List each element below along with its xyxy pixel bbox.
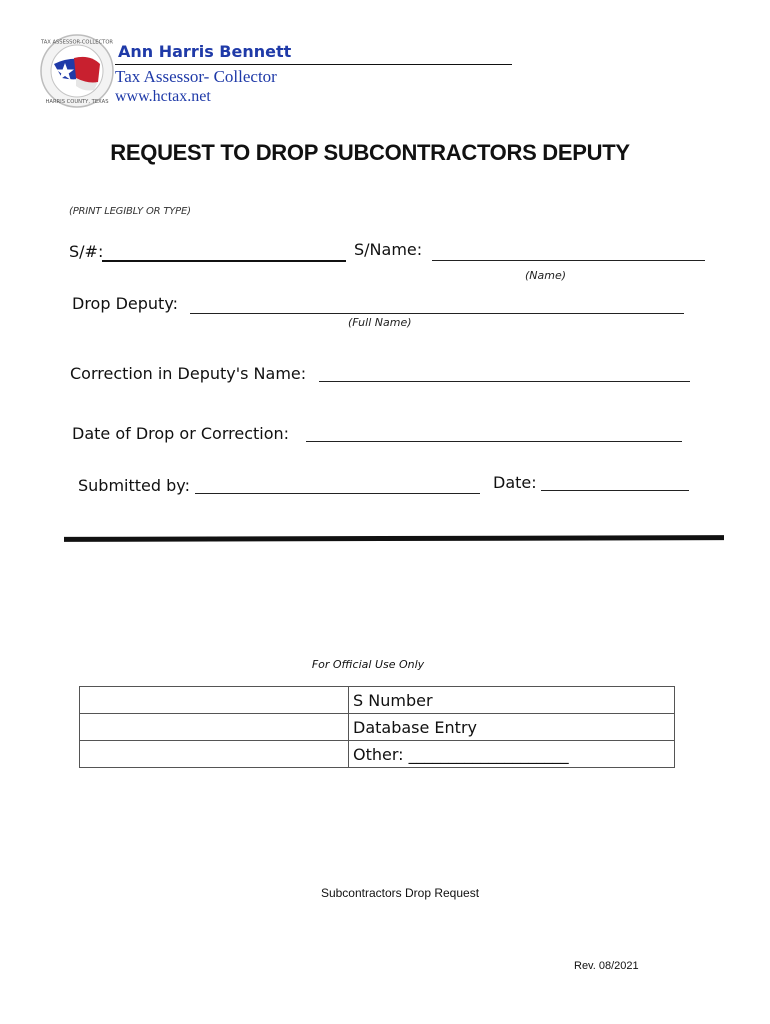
official-use-caption: For Official Use Only [311, 658, 425, 671]
official-other: Other: ____________________ [349, 741, 675, 768]
official-blank-cell[interactable] [80, 714, 349, 741]
date-field[interactable] [541, 490, 689, 491]
org-url-link[interactable]: www.hctax.net [115, 88, 211, 105]
header-rule [115, 64, 512, 65]
official-s-number: S Number [349, 687, 675, 714]
date-label: Date: [493, 473, 537, 492]
harris-county-seal-icon [40, 34, 114, 108]
org-name: Ann Harris Bennett [118, 42, 292, 61]
s-number-label: S/#: [69, 242, 104, 261]
table-row [80, 714, 675, 741]
submitted-by-label: Submitted by: [78, 476, 190, 495]
date-of-drop-field[interactable] [306, 441, 682, 442]
org-title: Tax Assessor- Collector [115, 67, 277, 86]
svg-text:TAX ASSESSOR-COLLECTOR: TAX ASSESSOR-COLLECTOR [40, 39, 114, 46]
date-of-drop-label: Date of Drop or Correction: [72, 424, 290, 443]
official-use-table [79, 686, 675, 768]
form-instructions: (PRINT LEGIBLY OR TYPE) [69, 206, 191, 217]
official-database-entry: Database Entry [349, 714, 675, 741]
correction-label: Correction in Deputy's Name: [70, 364, 307, 383]
svg-text:HARRIS COUNTY, TEXAS: HARRIS COUNTY, TEXAS [45, 99, 109, 105]
s-number-field[interactable] [102, 260, 346, 262]
s-name-label: S/Name: [354, 240, 423, 259]
form-title: REQUEST TO DROP SUBCONTRACTORS DEPUTY [110, 140, 630, 165]
drop-deputy-hint: (Full Name) [348, 316, 412, 329]
official-blank-cell[interactable] [80, 687, 349, 714]
s-name-hint: (Name) [525, 269, 567, 282]
footer-revision: Rev. 08/2021 [574, 960, 639, 972]
drop-deputy-label: Drop Deputy: [72, 294, 179, 313]
correction-field[interactable] [319, 381, 690, 382]
section-divider [64, 535, 724, 542]
drop-deputy-field[interactable] [190, 313, 684, 314]
official-blank-cell[interactable] [80, 741, 349, 768]
submitted-by-field[interactable] [195, 493, 480, 494]
footer-form-name: Subcontractors Drop Request [320, 886, 480, 900]
s-name-field[interactable] [432, 260, 705, 261]
table-row [80, 741, 675, 768]
table-row [80, 687, 675, 714]
